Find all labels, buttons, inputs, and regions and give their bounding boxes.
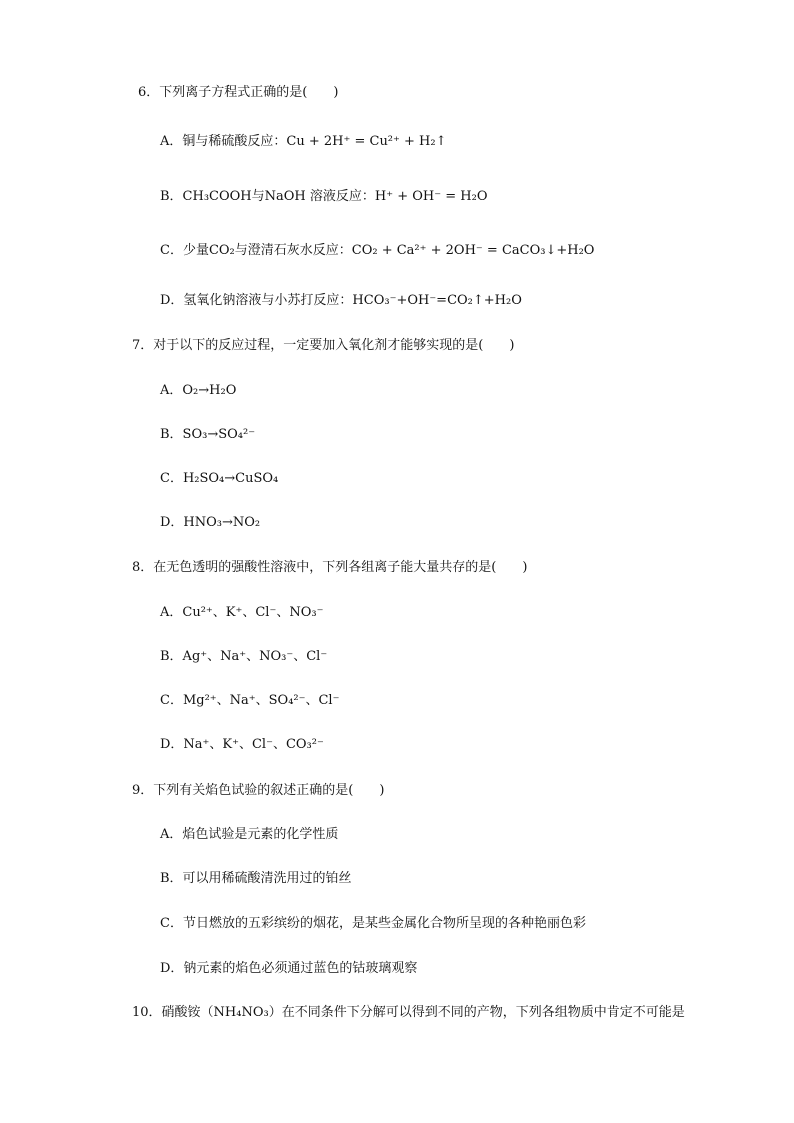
question-8-option-b: B．Ag⁺、Na⁺、NO₃⁻、Cl⁻ [160,649,328,664]
question-7-option-b: B．SO₃→SO₄²⁻ [160,427,256,442]
question-9-option-a: A．焰色试验是元素的化学性质 [160,827,339,842]
question-9-stem: 9．下列有关焰色试验的叙述正确的是( ) [132,783,385,798]
question-10-stem: 10．硝酸铵（NH₄NO₃）在不同条件下分解可以得到不同的产物，下列各组物质中肯定不可能是 [132,1005,685,1020]
question-6-option-d: D．氢氧化钠溶液与小苏打反应：HCO₃⁻+OH⁻=CO₂↑+H₂O [160,293,522,308]
question-8-option-c: C．Mg²⁺、Na⁺、SO₄²⁻、Cl⁻ [160,693,340,708]
question-7-option-a: A．O₂→H₂O [160,383,237,398]
question-6-stem: 6．下列离子方程式正确的是( ) [138,85,339,100]
question-7-option-d: D．HNO₃→NO₂ [160,515,261,530]
question-6-option-b: B．CH₃COOH与NaOH 溶液反应：H⁺ + OH⁻ = H₂O [160,189,488,204]
question-8-option-d: D．Na⁺、K⁺、Cl⁻、CO₃²⁻ [160,737,324,752]
question-6-option-c: C．少量CO₂与澄清石灰水反应：CO₂ + Ca²⁺ + 2OH⁻ = CaCO₃↓+H₂O [160,243,595,258]
question-8-option-a: A．Cu²⁺、K⁺、Cl⁻、NO₃⁻ [160,605,324,620]
question-6-option-a: A．铜与稀硫酸反应：Cu + 2H⁺ = Cu²⁺ + H₂↑ [160,134,447,149]
question-7-option-c: C．H₂SO₄→CuSO₄ [160,471,279,486]
question-9-option-d: D．钠元素的焰色必须通过蓝色的钴玻璃观察 [160,961,418,976]
question-8-stem: 8．在无色透明的强酸性溶液中，下列各组离子能大量共存的是( ) [132,560,528,575]
question-9-option-b: B．可以用稀硫酸清洗用过的铂丝 [160,871,352,886]
question-9-option-c: C．节日燃放的五彩缤纷的烟花，是某些金属化合物所呈现的各种艳丽色彩 [160,916,586,931]
question-7-stem: 7．对于以下的反应过程，一定要加入氧化剂才能够实现的是( ) [132,338,515,353]
